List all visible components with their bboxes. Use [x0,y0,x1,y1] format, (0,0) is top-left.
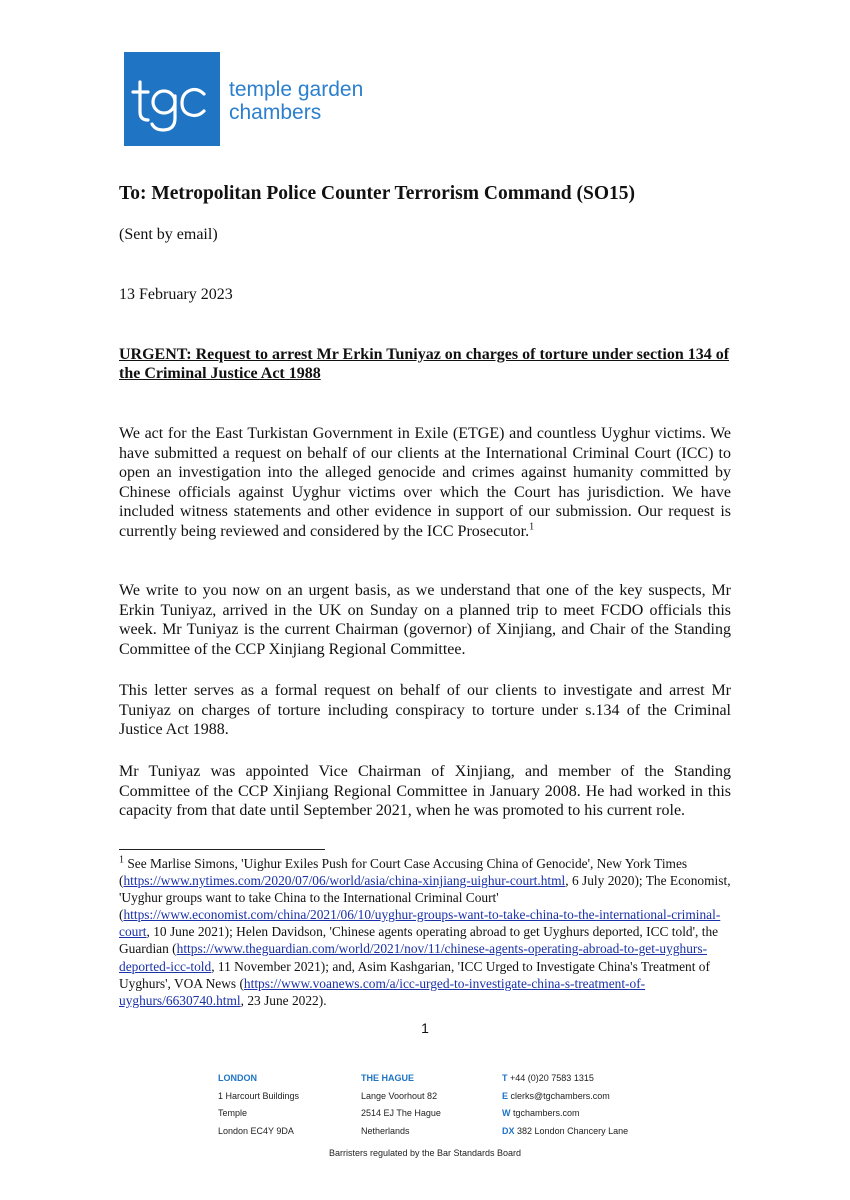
footnote-number: 1 [119,854,124,866]
footnote-text: , 11 November 2021); and, Asim Kashgarian, 'ICC Urged to Investigate China's Treatment of Uyghurs', VOA News ( [119,958,710,991]
sent-by: (Sent by email) [119,226,218,243]
footnote-text: , 23 June 2022). [240,992,327,1008]
footer-hague-line1: Lange Voorhout 82 [361,1090,438,1101]
footer-hague-line2: 2514 EJ The Hague [361,1108,441,1118]
letter-date: 13 February 2023 [119,286,233,303]
footer-london-line1: 1 Harcourt Buildings [218,1090,300,1101]
footnote [119,855,731,1009]
footnote-text: See Marlise Simons, 'Uighur Exiles Push for Court Case Accusing China of Genocide', New York Times ( [119,856,688,889]
footnote-link-voanews[interactable]: https://www.voanews.com/a/icc-urged-to-investigate-china-s-treatment-of-uyghurs/6630740.html [119,975,646,1008]
footnote-text: , 6 July 2020); The Economist, 'Uyghur groups want to take China to the International Criminal Court' ( [119,873,731,923]
subject-line: URGENT: Request to arrest Mr Erkin Tuniyaz on charges of torture under section 134 of the Criminal Justice Act 1988 [119,346,730,382]
page-number: 1 [421,1020,429,1036]
footnote-divider [119,849,325,850]
footer-london-line3: London EC4Y 9DA [218,1125,294,1136]
website-key: W [502,1108,511,1118]
body-paragraph-4: Mr Tuniyaz was appointed Vice Chairman of Xinjiang, and member of the Standing Committee of the CCP Xinjiang Regional Committee in January 2008. He had worked in this capacity from that date until September 2021, when he was promoted to his current role. [119,763,731,820]
email-key: E [502,1090,509,1101]
footer-hague-heading: THE HAGUE [361,1073,415,1083]
footnote-text: , 10 June 2021); Helen Davidson, 'Chinese agents operating abroad to get Uyghurs deported, ICC told', the Guardian ( [119,924,719,957]
footer-dx [502,1123,628,1141]
body-paragraph-3: This letter serves as a formal request on behalf of our clients to investigate and arrest Mr Tuniyaz on charges of torture including conspiracy to torture under s.134 of the Criminal Justice Act 1988. [119,682,731,739]
phone-value: +44 (0)20 7583 1315 [510,1073,594,1083]
tgc-monogram-icon [124,52,220,146]
dx-value: 382 London Chancery Lane [517,1125,629,1136]
footnote-link-guardian[interactable]: https://www.theguardian.com/world/2021/nov/11/chinese-agents-operating-abroad-to-get-uyghurs-deported-icc-told [119,941,708,974]
footer-hague-line3: Netherlands [361,1125,410,1136]
dx-key: DX [502,1125,515,1136]
chambers-name-line1: temple garden [229,78,364,101]
footer-london-line2: Temple [218,1108,248,1118]
footer-website[interactable] [502,1105,628,1123]
body-paragraph-1 [119,424,731,542]
body-paragraph-1-text: We act for the East Turkistan Government in Exile (ETGE) and countless Uyghur victims. We have submitted a request on behalf of our clients at the International Criminal Court (ICC) to open an investigation into the alleged genocide and crimes against humanity committed by Chinese officials against Uyghur victims over which the Court has jurisdiction. We have included witness statements and other evidence in support of our submission. Our request is currently being reviewed and considered by the ICC Prosecutor. [119,425,731,540]
footer-phone [502,1070,628,1088]
footer-email[interactable] [502,1088,628,1106]
website-value[interactable]: tgchambers.com [513,1108,580,1118]
phone-key: T [502,1073,508,1083]
logo-mark [124,52,220,146]
footnote-ref[interactable]: 1 [529,521,535,533]
footer-contact [502,1070,628,1140]
addressee: To: Metropolitan Police Counter Terrorism Command (SO15) [119,183,636,204]
footer-london [218,1070,299,1140]
regulatory-note: Barristers regulated by the Bar Standards Board [328,1148,522,1158]
chambers-name-line2: chambers [229,101,322,124]
footnote-link-economist[interactable]: https://www.economist.com/china/2021/06/10/uyghur-groups-want-to-take-china-to-the-international-criminal-court [119,907,721,940]
footnote-link-nytimes[interactable]: https://www.nytimes.com/2020/07/06/world/asia/china-xinjiang-uighur-court.html [123,873,566,889]
footer-hague [361,1070,441,1140]
chambers-name [229,78,363,124]
body-paragraph-2: We write to you now on an urgent basis, as we understand that one of the key suspects, Mr Erkin Tuniyaz, arrived in the UK on Sunday on a planned trip to meet FCDO officials this week. Mr Tuniyaz is the current Chairman (governor) of Xinjiang, and Chair of the Standing Committee of the CCP Xinjiang Regional Committee. [119,582,731,658]
footer-london-heading: LONDON [218,1073,257,1083]
email-value[interactable]: clerks@tgchambers.com [510,1090,610,1101]
